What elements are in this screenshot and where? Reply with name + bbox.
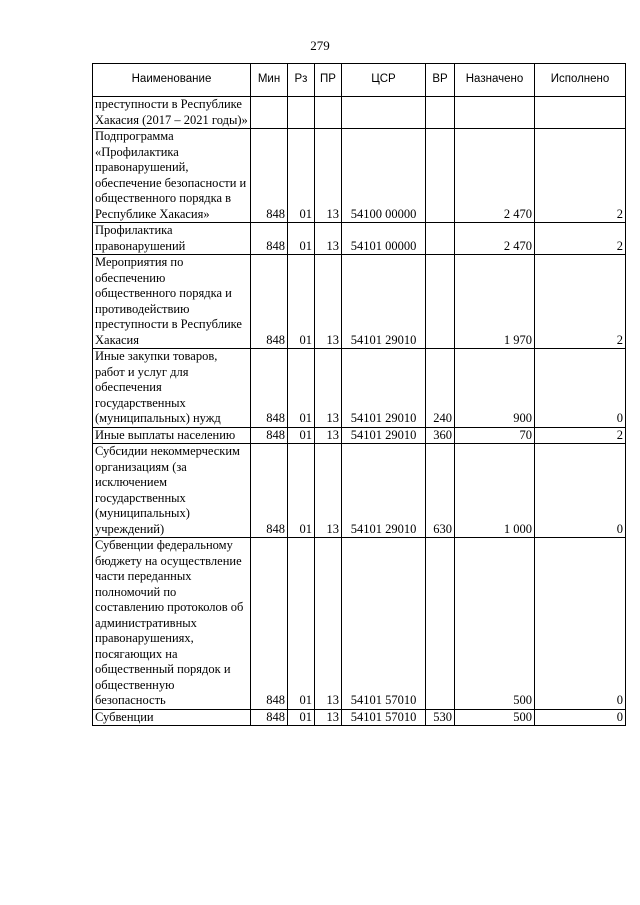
table-row <box>93 427 626 444</box>
cell-assigned: 2 470 <box>455 129 535 223</box>
table-row <box>93 129 626 223</box>
cell-vr: 630 <box>426 444 455 538</box>
cell-csr: 54101 29010 <box>342 444 426 538</box>
cell-name: Мероприятия по обеспечению общественного порядка и противодействию преступности в Республике Хакасия <box>93 255 251 349</box>
header-assigned: Назначено <box>455 64 535 97</box>
table-row <box>93 97 626 129</box>
cell-pr: 13 <box>315 444 342 538</box>
cell-vr: 530 <box>426 709 455 726</box>
cell-min: 848 <box>251 255 288 349</box>
header-min: Мин <box>251 64 288 97</box>
cell-rz <box>288 97 315 129</box>
cell-csr: 54100 00000 <box>342 129 426 223</box>
cell-min: 848 <box>251 538 288 710</box>
cell-csr <box>342 97 426 129</box>
cell-pr: 13 <box>315 349 342 428</box>
cell-executed: 2 <box>535 427 626 444</box>
cell-name: преступности в Республике Хакасия (2017 – 2021 годы)» <box>93 97 251 129</box>
header-pr: ПР <box>315 64 342 97</box>
cell-rz: 01 <box>288 129 315 223</box>
cell-name: Иные выплаты населению <box>93 427 251 444</box>
cell-min: 848 <box>251 444 288 538</box>
cell-csr: 54101 00000 <box>342 223 426 255</box>
cell-assigned: 70 <box>455 427 535 444</box>
cell-executed: 2 <box>535 129 626 223</box>
cell-assigned: 500 <box>455 538 535 710</box>
header-csr: ЦСР <box>342 64 426 97</box>
budget-table <box>92 63 626 726</box>
table-row <box>93 223 626 255</box>
cell-rz: 01 <box>288 255 315 349</box>
cell-assigned: 900 <box>455 349 535 428</box>
cell-pr: 13 <box>315 223 342 255</box>
cell-assigned: 1 000 <box>455 444 535 538</box>
header-vr: ВР <box>426 64 455 97</box>
cell-min: 848 <box>251 349 288 428</box>
cell-name: Субвенции федеральному бюджету на осуществление части переданных полномочий по составлению протоколов об административных правонарушениях, посягающих на общественный порядок и общественную безопасность <box>93 538 251 710</box>
cell-vr: 240 <box>426 349 455 428</box>
cell-pr: 13 <box>315 538 342 710</box>
cell-rz: 01 <box>288 538 315 710</box>
cell-csr: 54101 29010 <box>342 427 426 444</box>
cell-executed: 2 <box>535 223 626 255</box>
cell-vr <box>426 129 455 223</box>
cell-rz: 01 <box>288 223 315 255</box>
cell-name: Подпрограмма «Профилактика правонарушений, обеспечение безопасности и общественного порядка в Республике Хакасия» <box>93 129 251 223</box>
cell-executed: 0 <box>535 709 626 726</box>
table-row <box>93 709 626 726</box>
table-row <box>93 538 626 710</box>
cell-csr: 54101 57010 <box>342 538 426 710</box>
cell-assigned: 500 <box>455 709 535 726</box>
cell-name: Иные закупки товаров, работ и услуг для обеспечения государственных (муниципальных) нужд <box>93 349 251 428</box>
table-header-row <box>93 64 626 97</box>
cell-min: 848 <box>251 129 288 223</box>
cell-min: 848 <box>251 427 288 444</box>
cell-name: Субсидии некоммерческим организациям (за исключением государственных (муниципальных) учреждений) <box>93 444 251 538</box>
cell-csr: 54101 29010 <box>342 349 426 428</box>
table-row <box>93 349 626 428</box>
cell-assigned <box>455 97 535 129</box>
cell-name: Субвенции <box>93 709 251 726</box>
header-executed: Исполнено <box>535 64 626 97</box>
cell-pr: 13 <box>315 427 342 444</box>
cell-csr: 54101 57010 <box>342 709 426 726</box>
page-number: 279 <box>310 38 330 53</box>
cell-executed: 0 <box>535 444 626 538</box>
cell-assigned: 1 970 <box>455 255 535 349</box>
cell-vr: 360 <box>426 427 455 444</box>
cell-min: 848 <box>251 223 288 255</box>
cell-csr: 54101 29010 <box>342 255 426 349</box>
cell-pr: 13 <box>315 709 342 726</box>
cell-vr <box>426 97 455 129</box>
cell-rz: 01 <box>288 427 315 444</box>
table-row <box>93 255 626 349</box>
table-row <box>93 444 626 538</box>
cell-assigned: 2 470 <box>455 223 535 255</box>
cell-pr: 13 <box>315 255 342 349</box>
cell-vr <box>426 255 455 349</box>
cell-rz: 01 <box>288 349 315 428</box>
header-rz: Рз <box>288 64 315 97</box>
cell-rz: 01 <box>288 709 315 726</box>
cell-executed: 0 <box>535 538 626 710</box>
cell-pr: 13 <box>315 129 342 223</box>
cell-min: 848 <box>251 709 288 726</box>
header-name: Наименование <box>93 64 251 97</box>
cell-name: Профилактика правонарушений <box>93 223 251 255</box>
cell-rz: 01 <box>288 444 315 538</box>
cell-vr <box>426 538 455 710</box>
cell-executed <box>535 97 626 129</box>
cell-executed: 0 <box>535 349 626 428</box>
cell-executed: 2 <box>535 255 626 349</box>
cell-vr <box>426 223 455 255</box>
cell-min <box>251 97 288 129</box>
cell-pr <box>315 97 342 129</box>
